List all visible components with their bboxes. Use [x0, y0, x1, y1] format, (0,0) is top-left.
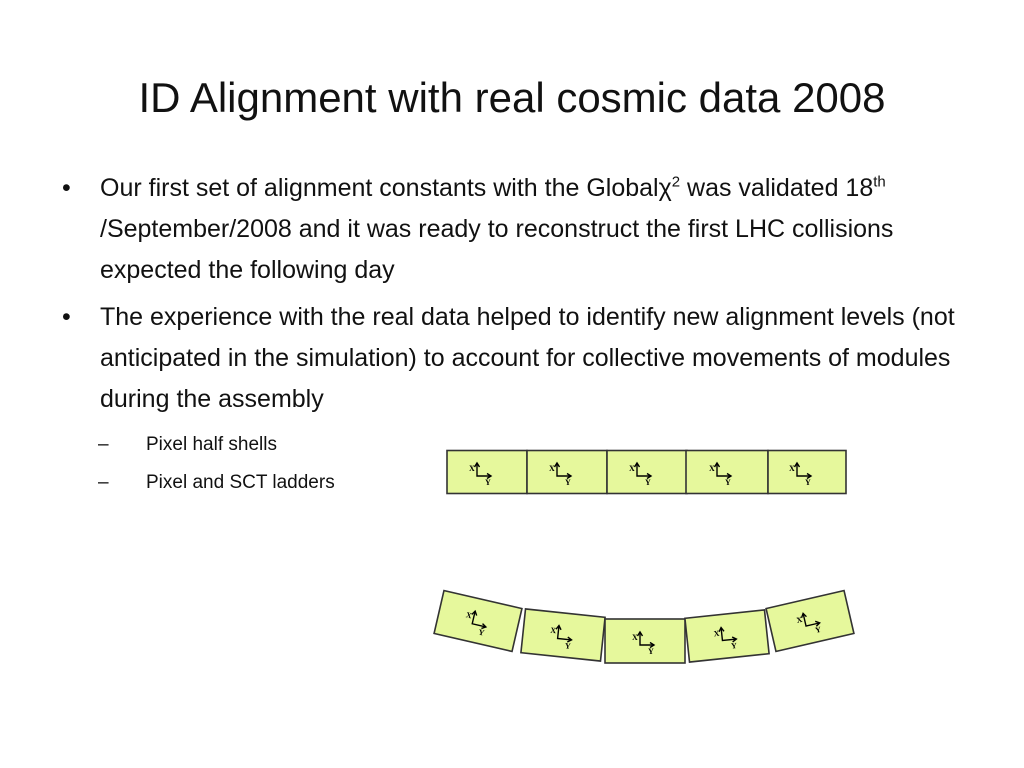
chi-symbol: χ	[658, 174, 672, 202]
module-box	[685, 610, 769, 662]
curved-module-row	[434, 591, 854, 663]
straight-module-row	[447, 451, 846, 494]
module-box	[605, 619, 685, 663]
module-box	[607, 451, 687, 494]
bullet-text-1a: Our first set of alignment constants with the Global	[100, 174, 659, 202]
axis-label-y: Y	[814, 624, 822, 635]
axis-label-x: X	[632, 633, 638, 642]
axis-label-x: X	[465, 610, 473, 621]
superscript-th: th	[873, 173, 886, 191]
sub-bullet-label: Pixel half shells	[146, 434, 277, 455]
axis-label-x: X	[469, 464, 475, 473]
axis-label-x: X	[629, 464, 635, 473]
axis-label-y: Y	[564, 641, 572, 651]
dash-marker: –	[98, 434, 109, 455]
axis-label-y: Y	[645, 478, 651, 487]
module-box	[434, 591, 522, 652]
axis-label-x: X	[795, 614, 804, 625]
axis-label-x: X	[549, 464, 555, 473]
dash-marker: –	[98, 472, 109, 493]
bullet-text-2: The experience with the real data helped to identify new alignment levels (not anticipated in the simulation) to account for collective movements of modules during the assembly	[100, 303, 955, 413]
axis-label-x: X	[713, 628, 720, 639]
axis-label-y: Y	[565, 478, 571, 487]
module-box	[766, 591, 854, 652]
axis-label-y: Y	[477, 627, 486, 638]
axis-label-x: X	[709, 464, 715, 473]
axis-label-y: Y	[725, 478, 731, 487]
module-box	[686, 451, 768, 494]
module-box	[768, 451, 846, 494]
module-box	[447, 451, 527, 494]
sub-bullet-label: Pixel and SCT ladders	[146, 472, 335, 493]
module-box	[521, 609, 605, 661]
bullet-marker: •	[62, 303, 71, 331]
axis-label-y: Y	[730, 641, 738, 651]
bullet-text-1b: was validated 18	[680, 174, 874, 202]
axis-label-x: X	[789, 464, 795, 473]
superscript-2: 2	[671, 173, 681, 191]
bullet-marker: •	[62, 174, 71, 202]
axis-label-y: Y	[648, 647, 654, 656]
axis-label-y: Y	[805, 478, 811, 487]
module-box	[527, 451, 607, 494]
slide-title: ID Alignment with real cosmic data 2008	[138, 74, 886, 121]
axis-label-x: X	[549, 625, 557, 636]
axis-label-y: Y	[485, 478, 491, 487]
bullet-text-1c: /September/2008 and it was ready to reconstruct the first LHC collisions expected the following day	[100, 215, 894, 284]
